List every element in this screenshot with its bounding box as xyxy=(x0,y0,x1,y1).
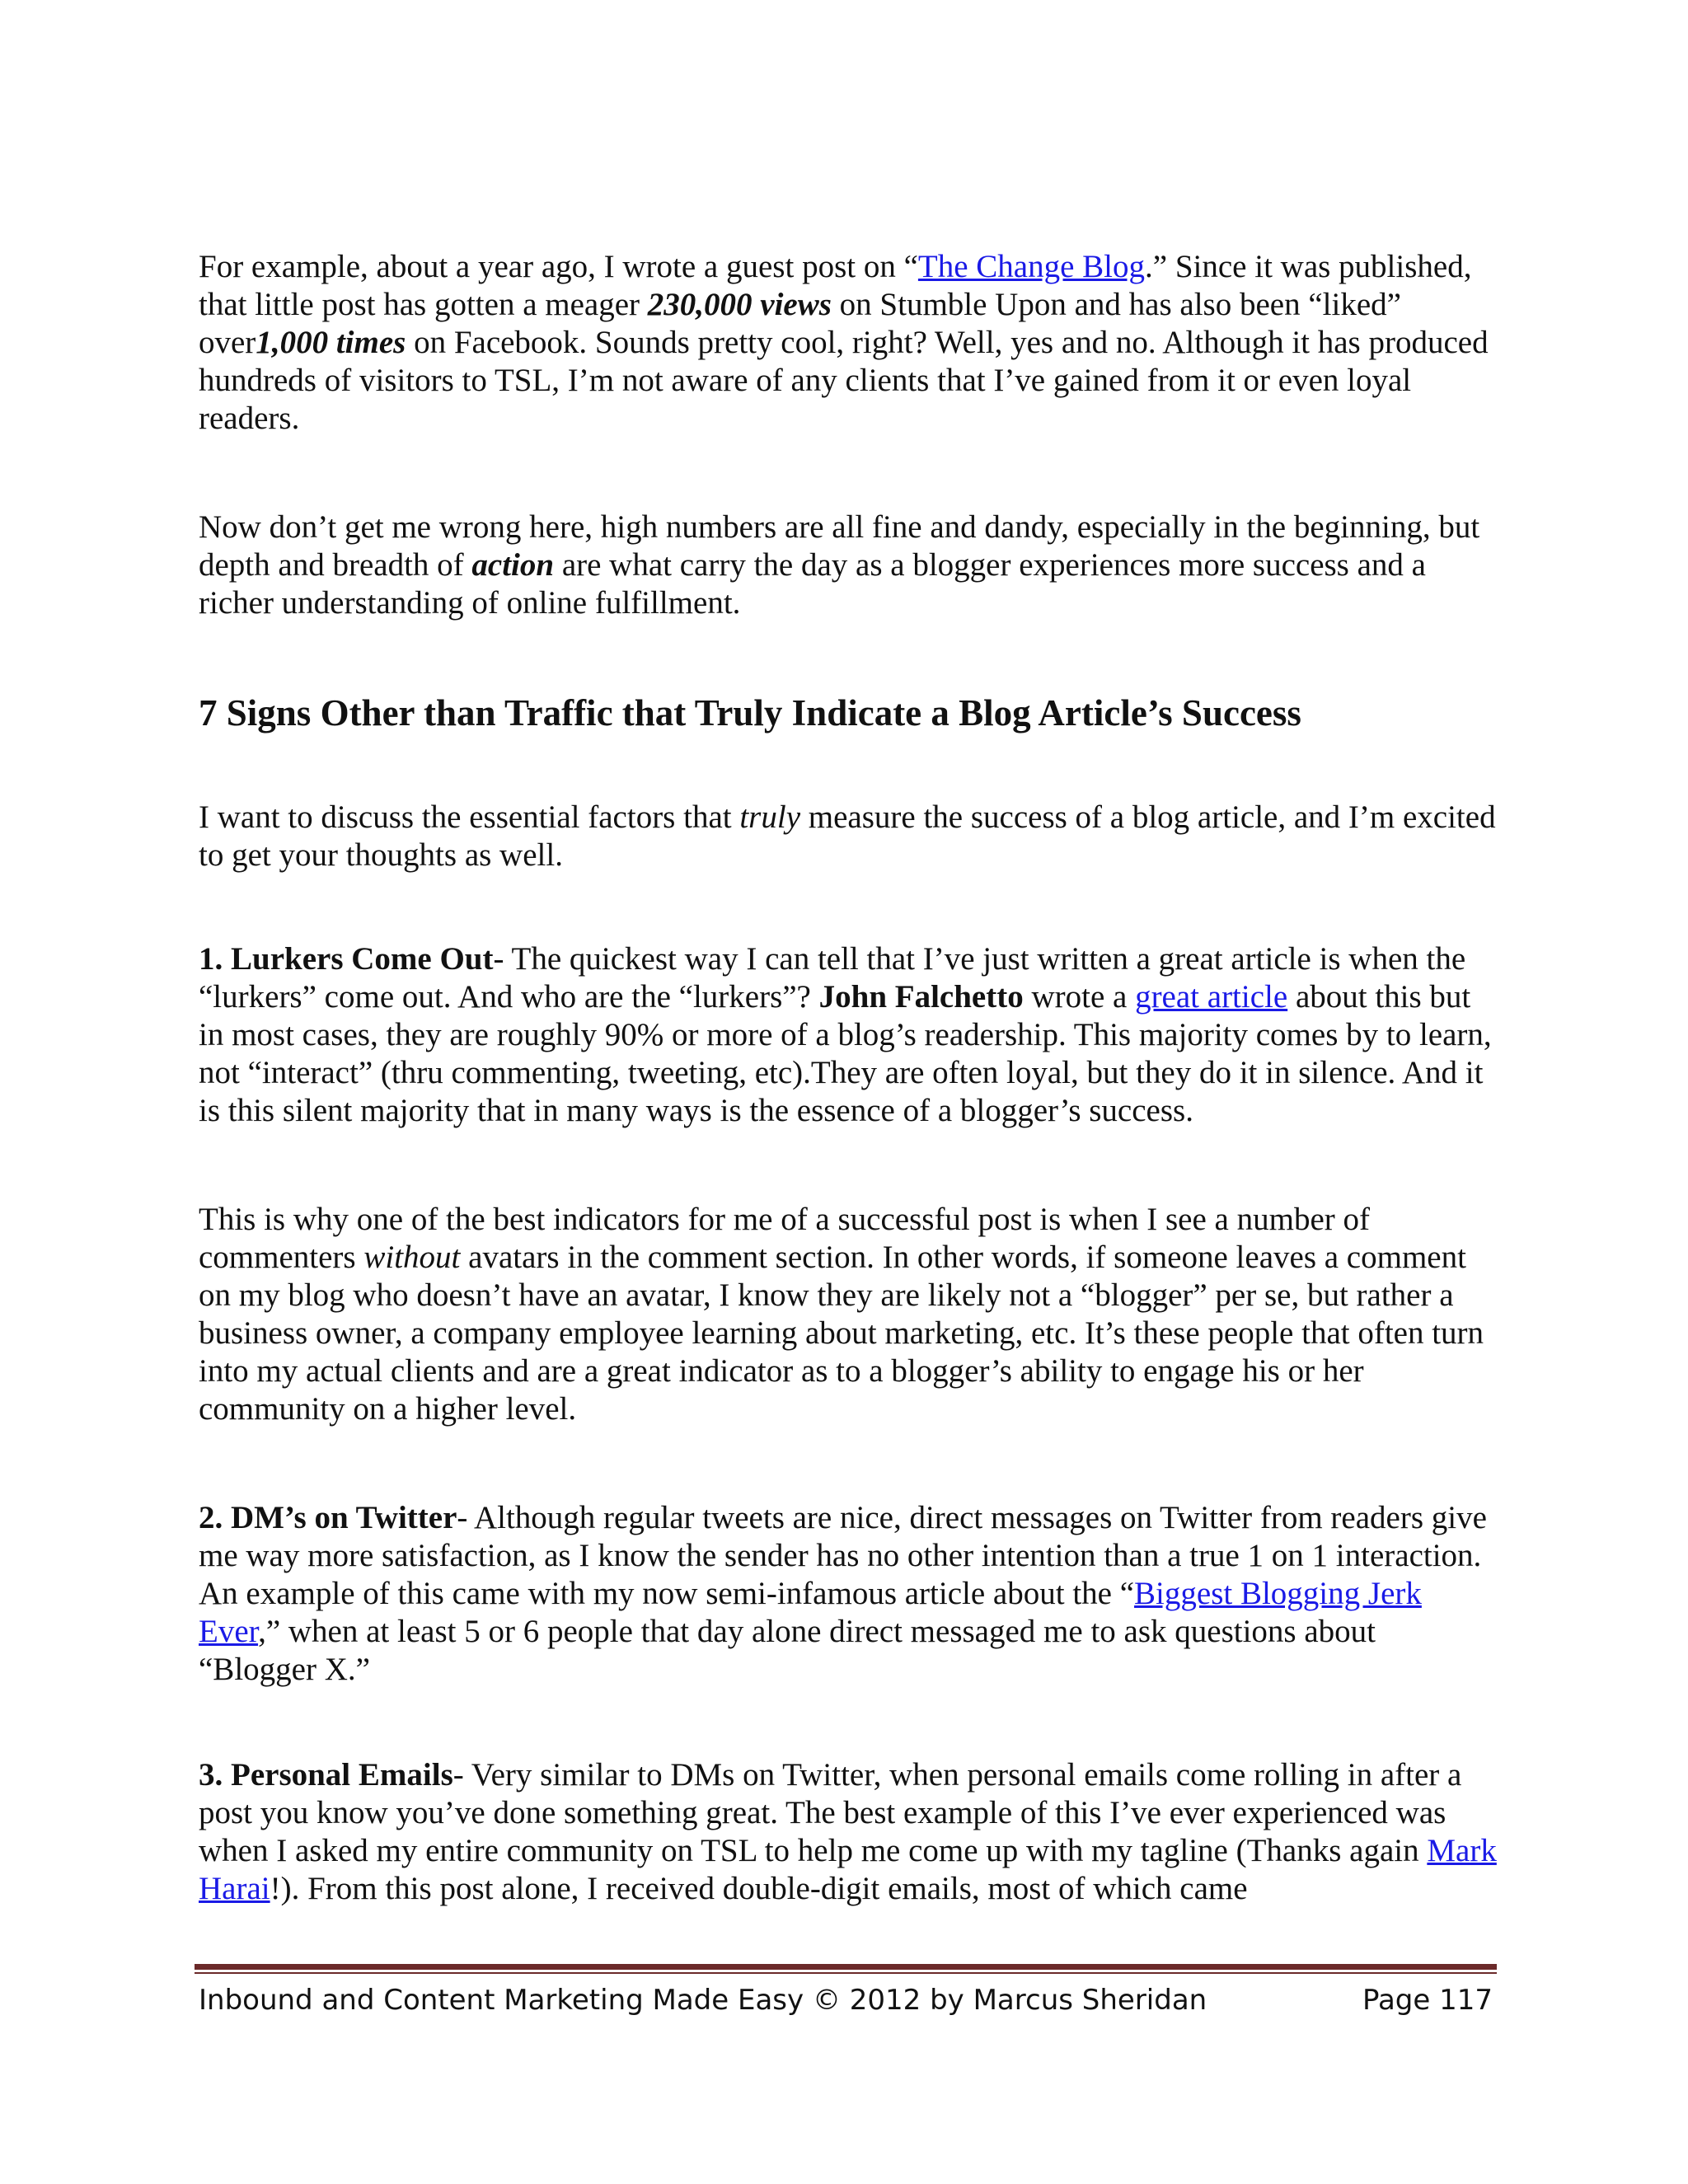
text-run: wrote a xyxy=(1023,979,1136,1015)
paragraph-high-numbers xyxy=(199,509,1501,622)
item-heading-emails: 3. Personal Emails xyxy=(199,1757,453,1793)
text-run: - The quickest way I can tell that I’ve just written a great article is when the “lurkers” come out. And who are the “lurkers”? xyxy=(199,941,1466,1015)
page-number: Page 117 xyxy=(1362,1984,1493,2017)
item-heading-lurkers: 1. Lurkers Come Out xyxy=(199,941,494,977)
views-count: 230,000 views xyxy=(647,287,832,322)
paragraph-avatars xyxy=(199,1201,1501,1428)
text-run: Now don’t get me wrong here, high numbers are all fine and dandy, especially in the beginning, but depth and breadth of xyxy=(199,509,1480,583)
text-run: For example, about a year ago, I wrote a guest post on “ xyxy=(199,249,918,284)
text-run: are what carry the day as a blogger experiences more success and a richer understanding of online fulfillment. xyxy=(199,547,1426,621)
text-run: on Stumble Upon and has also been “liked” over xyxy=(199,287,1401,360)
text-run: I want to discuss the essential factors that xyxy=(199,799,740,835)
item-heading-dms: 2. DM’s on Twitter xyxy=(199,1500,457,1535)
footer-copyright: Inbound and Content Marketing Made Easy © 2012 by Marcus Sheridan xyxy=(199,1984,1207,2017)
section-heading: 7 Signs Other than Traffic that Truly Indicate a Blog Article’s Success xyxy=(199,692,1301,733)
the-change-blog-link[interactable]: The Change Blog xyxy=(917,249,1146,284)
paragraph-lurkers xyxy=(199,940,1501,1130)
emphasis-action: action xyxy=(471,547,555,583)
footer-divider xyxy=(195,1964,1497,1970)
text-run: about this but in most cases, they are roughly 90% or more of a blog’s readership. This majority comes by to learn, not “interact” (thru commenting, tweeting, etc).They are often loyal, but they do it in silence. And it is this silent majority that in many ways is the essence of a blogger’s success. xyxy=(199,979,1492,1128)
emphasis-truly: truly xyxy=(739,799,801,835)
text-run: - Very similar to DMs on Twitter, when personal emails come rolling in after a post you know you’ve done something great. The best example of this I’ve ever experienced was when I asked my entire community on TSL to help me come up with my tagline (Thanks again xyxy=(199,1757,1462,1868)
footer-divider-thin xyxy=(195,1972,1497,1974)
paragraph-dms xyxy=(199,1499,1501,1689)
text-run: ,” when at least 5 or 6 people that day alone direct messaged me to ask questions about “Blogger X.” xyxy=(199,1614,1376,1687)
page-body xyxy=(199,248,1501,1908)
text-run: measure the success of a blog article, and I’m excited to get your thoughts as well. xyxy=(199,799,1496,873)
text-run: .” Since it was published, that little post has gotten a meager xyxy=(199,249,1472,322)
mark-harai-link[interactable]: Mark Harai xyxy=(199,1833,1497,1906)
author-name: John Falchetto xyxy=(818,979,1024,1015)
text-run: avatars in the comment section. In other words, if someone leaves a comment on my blog who doesn’t have an avatar, I know they are likely not a “blogger” per se, but rather a business owner, a company employee learning about marketing, etc. It’s these people that often turn into my actual clients and are a great indicator as to a blogger’s ability to engage his or her community on a higher level. xyxy=(199,1240,1484,1427)
text-run: This is why one of the best indicators for me of a successful post is when I see a number of commenters xyxy=(199,1202,1370,1275)
text-run: - Although regular tweets are nice, direct messages on Twitter from readers give me way more satisfaction, as I know the sender has no other intention than a true 1 on 1 interaction. An example of this came with my now semi-infamous article about the “ xyxy=(199,1500,1487,1611)
likes-count: 1,000 times xyxy=(256,325,406,360)
text-run: on Facebook. Sounds pretty cool, right? Well, yes and no. Although it has produced hundreds of visitors to TSL, I’m not aware of any clients that I’ve gained from it or even loyal readers. xyxy=(199,325,1489,436)
paragraph-intro xyxy=(199,799,1501,874)
paragraph-change-blog xyxy=(199,248,1501,438)
great-article-link[interactable]: great article xyxy=(1135,979,1288,1015)
paragraph-emails xyxy=(199,1756,1501,1908)
biggest-blogging-jerk-link[interactable]: Biggest Blogging Jerk Ever xyxy=(199,1576,1422,1649)
emphasis-without: without xyxy=(363,1240,461,1275)
text-run: !). From this post alone, I received double-digit emails, most of which came xyxy=(270,1871,1248,1906)
